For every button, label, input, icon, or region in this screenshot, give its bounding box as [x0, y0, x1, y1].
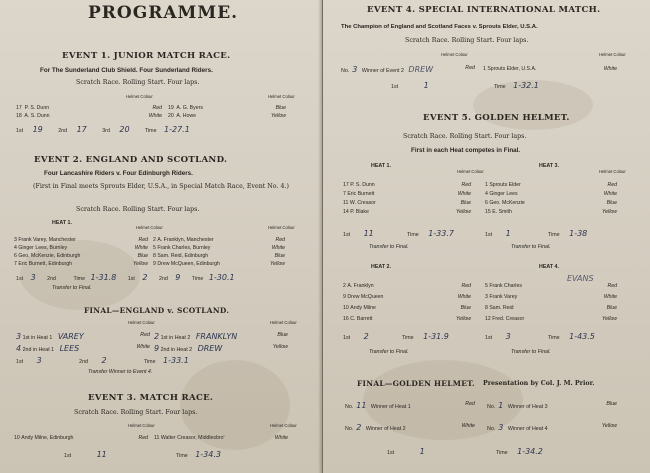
transfer-to-final: Transfer to Final.	[511, 349, 551, 355]
golden-final-row: No. 11 Winner of Heat 1 Red	[345, 401, 475, 410]
rider-row: 7 Eric Burnett, Edinburgh Yellow	[14, 261, 148, 267]
heat-title: HEAT 3.	[539, 163, 559, 169]
rider-number: 18	[16, 113, 22, 119]
rider-row	[168, 114, 286, 119]
helmet-colour-label: Helmet Colour	[126, 94, 153, 99]
rider-row: 2 A. Franklyn Red	[343, 283, 471, 289]
rider-row: 16 C. Barrett Yellow	[343, 316, 471, 322]
event4-row: No. 3 Winner of Event 2 DREW Red	[341, 65, 475, 74]
rider-row: 4 Ginger Lees, Burnley White	[14, 245, 148, 251]
rider-row: 10 Andy Milne Blue	[343, 305, 471, 311]
final-results: 1st 3 2nd 2 Time 1-33.1	[16, 356, 189, 365]
rider-row	[16, 106, 162, 111]
heat-title: HEAT 4.	[539, 264, 559, 270]
final-row: 9 2nd in Heat 2 DREW Yellow	[154, 344, 288, 353]
event2-format: Scratch Race. Rolling Start. Four laps.	[76, 206, 200, 213]
final-england-scotland-title: FINAL—ENGLAND v. SCOTLAND.	[84, 306, 230, 315]
transfer-to-final: Transfer to Final.	[369, 349, 409, 355]
event1-format: Scratch Race. Rolling Start. Four laps.	[76, 79, 200, 86]
event5-format: Scratch Race. Rolling Start. Four laps.	[403, 133, 527, 140]
event2-note: (First in Final meets Sprouts Elder, U.S.A., in Special Match Race, Event No. 4.)	[33, 183, 289, 190]
rider-row: 9 Drew McQueen, Edinburgh Yellow	[153, 261, 285, 267]
helmet-colour-label: Helmet Colour	[268, 94, 295, 99]
heat-results: 1st 3 Time 1-43.5	[485, 332, 595, 341]
rider-row: 5 Frank Charles Red	[485, 283, 617, 289]
presentation-note: Presentation by Col. J. M. Prior.	[483, 380, 595, 387]
heat-results: 1st 11 Time 1-33.7	[343, 229, 454, 238]
event3-title: EVENT 3. MATCH RACE.	[88, 393, 214, 403]
rider-row: 11 Walter Creasor, Middlesbro' White	[154, 435, 288, 441]
helmet-colour-label: Helmet Colour	[270, 320, 297, 325]
rider-row: 6 Geo. McKenzie Blue	[485, 200, 617, 206]
helmet-colour: Red	[152, 105, 162, 111]
programme-title: PROGRAMME.	[88, 3, 239, 23]
heat-results: 1st 3 2nd Time 1-31.8 1st 2 2nd 9 Time 1-30.1	[16, 273, 235, 282]
rider-row: 3 Frank Varey, Manchester Red	[14, 237, 148, 243]
rider-row: 8 Sam. Reid, Edinburgh Blue	[153, 253, 285, 259]
event4-format: Scratch Race. Rolling Start. Four laps.	[405, 37, 529, 44]
final-row: 2 1st in Heat 2 FRANKLYN Blue	[154, 332, 288, 341]
rider-number: 19	[168, 105, 174, 111]
rider-row: 17 P. S. Dunn Red	[343, 182, 471, 188]
rider-row: 9 Drew McQueen White	[343, 294, 471, 300]
helmet-colour: Blue	[275, 105, 286, 111]
final-row: 4 2nd in Heat 1 LEES White	[16, 344, 150, 353]
second-place-handwritten: 17	[76, 125, 87, 134]
heat-results: 1st 2 Time 1-31.9	[343, 332, 449, 341]
rider-row: 11 W. Creasor Blue	[343, 200, 471, 206]
event1-results: 1st 19 2nd 17 3rd 20 Time 1-27.1	[16, 125, 190, 134]
helmet-colour: Yellow	[271, 113, 286, 119]
event3-results: 1st 11 Time 1-34.3	[64, 450, 221, 459]
rider-row: 8 Sam. Reid Blue	[485, 305, 617, 311]
rider-row: 14 P. Blake Yellow	[343, 209, 471, 215]
event2-subtitle: Four Lancashire Riders v. Four Edinburgh Riders.	[44, 170, 193, 177]
helmet-colour-label: Helmet Colour	[599, 169, 626, 174]
first-place-handwritten: 19	[32, 125, 43, 134]
helmet-colour-label: Helmet Colour	[268, 225, 295, 230]
event2-title: EVENT 2. ENGLAND AND SCOTLAND.	[34, 155, 228, 165]
transfer-to-final: Transfer to Final.	[369, 244, 409, 250]
rider-name: A. G. Byers	[176, 105, 203, 111]
golden-final-row: No. 3 Winner of Heat 4 Yellow	[487, 423, 617, 432]
event4-subtitle: The Champion of England and Scotland Faces v. Sprouts Elder, U.S.A.	[341, 24, 538, 30]
third-place-handwritten: 20	[119, 125, 130, 134]
rider-row	[16, 114, 162, 119]
event3-format: Scratch Race. Rolling Start. Four laps.	[74, 409, 198, 416]
heat-title: HEAT 1.	[52, 220, 72, 226]
golden-final-results: 1st 1 Time 1-34.2	[387, 447, 543, 456]
helmet-colour-label: Helmet Colour	[441, 52, 468, 57]
event4-title: EVENT 4. SPECIAL INTERNATIONAL MATCH.	[367, 5, 601, 15]
rider-row: 2 A. Franklyn, Manchester Red	[153, 237, 285, 243]
rider-number: 17	[16, 105, 22, 111]
event5-subtitle: First in each Heat competes in Final.	[411, 147, 521, 154]
heat-results: 1st 1 Time 1-38	[485, 229, 588, 238]
heat-title: HEAT 1.	[371, 163, 391, 169]
helmet-colour-label: Helmet Colour	[128, 320, 155, 325]
programme-left-page	[0, 0, 322, 473]
helmet-colour-label: Helmet Colour	[457, 169, 484, 174]
golden-final-row: No. 1 Winner of Heat 3 Blue	[487, 401, 617, 410]
handwritten-name: EVANS	[567, 274, 594, 283]
helmet-colour-label: Helmet Colour	[270, 423, 297, 428]
transfer-winner: Transfer Winner to Event 4.	[88, 369, 153, 375]
event5-title: EVENT 5. GOLDEN HELMET.	[423, 113, 570, 123]
rider-name: A. Howe	[176, 113, 196, 119]
rider-row: 15 E. Smith Yellow	[485, 209, 617, 215]
helmet-colour: White	[148, 113, 162, 119]
golden-final-row: No. 2 Winner of Heat 2 White	[345, 423, 475, 432]
rider-name: A. S. Dunn	[24, 113, 50, 119]
rider-row: 1 Sprouts Elder Red	[485, 182, 617, 188]
transfer-to-final: Transfer to Final.	[511, 244, 551, 250]
heat-title: HEAT 2.	[371, 264, 391, 270]
event1-subtitle: For The Sunderland Club Shield. Four Sunderland Riders.	[40, 67, 213, 74]
rider-row: 7 Eric Burnett White	[343, 191, 471, 197]
golden-final-title: FINAL—GOLDEN HELMET.	[357, 379, 475, 388]
rider-name: P. S. Dunn	[24, 105, 50, 111]
helmet-colour-label: Helmet Colour	[128, 423, 155, 428]
programme-right-page	[323, 0, 650, 473]
helmet-colour-label: Helmet Colour	[599, 52, 626, 57]
helmet-colour-label: Helmet Colour	[136, 225, 163, 230]
rider-row: 4 Ginger Lees White	[485, 191, 617, 197]
rider-row: 10 Andy Milne, Edinburgh Red	[14, 435, 148, 441]
rider-row: 3 Frank Varey White	[485, 294, 617, 300]
rider-row	[168, 106, 286, 111]
event1-title: EVENT 1. JUNIOR MATCH RACE.	[62, 51, 231, 61]
transfer-to-final: Transfer to Final.	[52, 285, 92, 291]
rider-row: 12 Fred. Creasor Yellow	[485, 316, 617, 322]
event4-results: 1st 1 Time 1-32.1	[391, 81, 539, 90]
rider-row: 1 Sprouts Elder, U.S.A. White	[483, 66, 617, 72]
rider-row: 6 Geo. McKenzie, Edinburgh Blue	[14, 253, 148, 259]
final-row: 3 1st in Heat 1 VAREY Red	[16, 332, 150, 341]
rider-row: 5 Frank Charles, Burnley White	[153, 245, 285, 251]
rider-number: 20	[168, 113, 174, 119]
time-handwritten: 1-27.1	[164, 125, 190, 134]
